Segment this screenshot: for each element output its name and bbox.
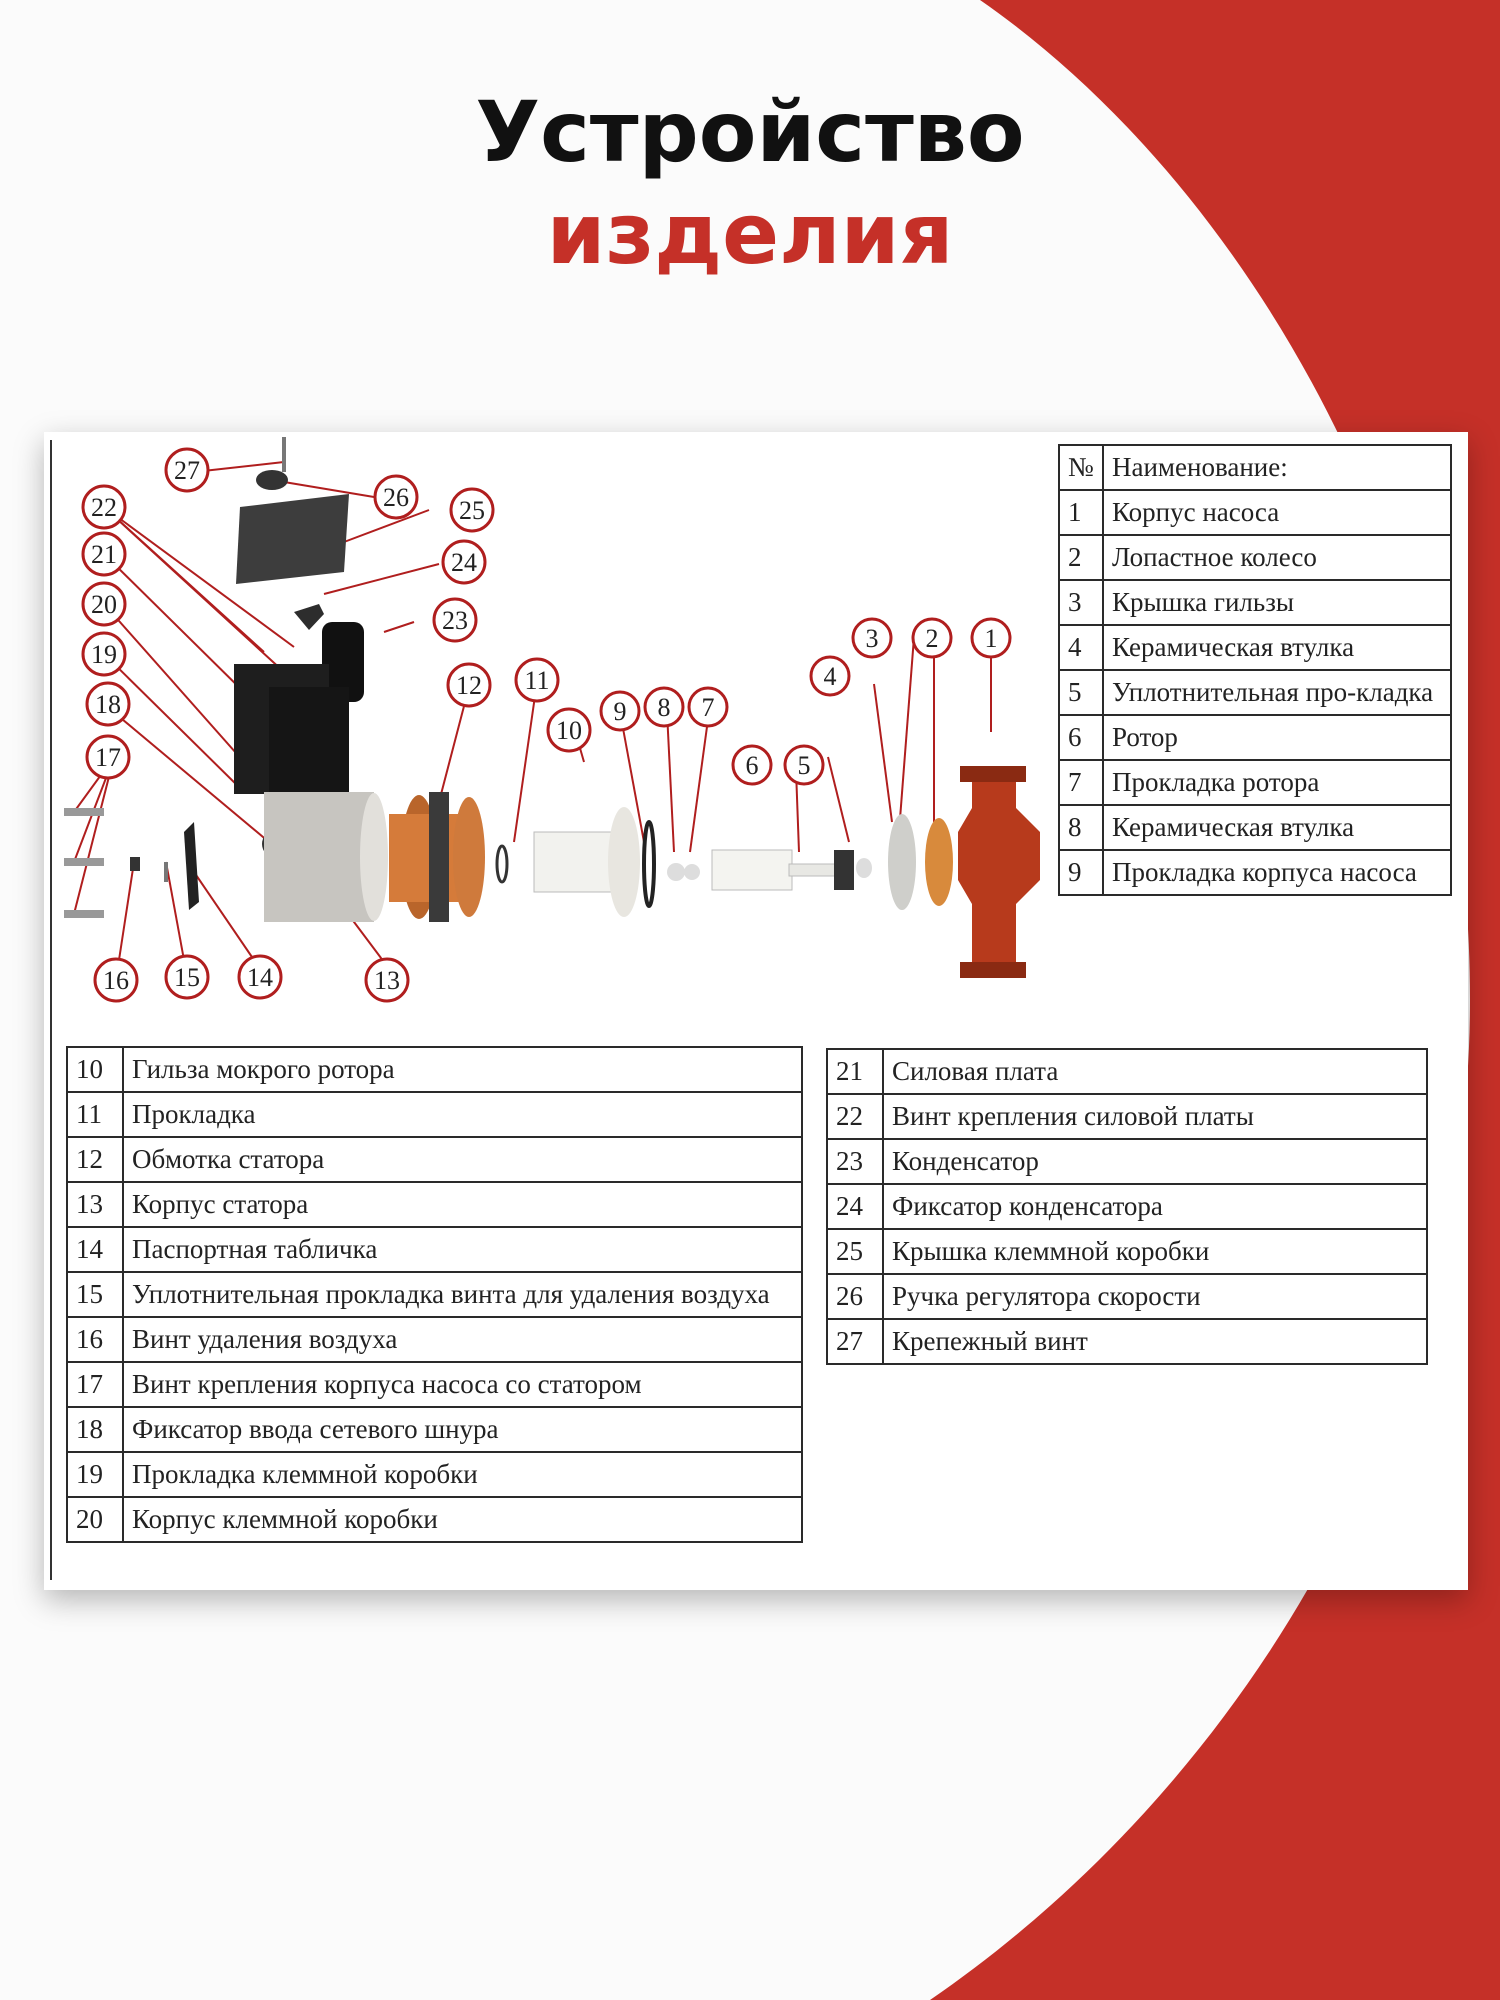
svg-text:8: 8 — [657, 693, 671, 722]
svg-text:20: 20 — [91, 590, 117, 619]
callout-27 — [166, 449, 208, 491]
table-row — [1059, 580, 1451, 625]
table-row — [67, 1407, 802, 1452]
part-name: Крышка клеммной коробки — [883, 1229, 1427, 1274]
svg-text:12: 12 — [456, 671, 482, 700]
parts-table-1-9 — [1058, 444, 1452, 896]
part-number: 10 — [67, 1047, 123, 1092]
svg-text:3: 3 — [865, 624, 879, 653]
table-row — [1059, 490, 1451, 535]
part-number: 17 — [67, 1362, 123, 1407]
table-row — [827, 1139, 1427, 1184]
table-row — [827, 1274, 1427, 1319]
callout-15 — [166, 956, 208, 998]
part-name: Крепежный винт — [883, 1319, 1427, 1364]
part-number: 14 — [67, 1227, 123, 1272]
table-row — [67, 1497, 802, 1542]
table-row — [67, 1272, 802, 1317]
callout-16 — [95, 959, 137, 1001]
part-number: 12 — [67, 1137, 123, 1182]
part-number: 23 — [827, 1139, 883, 1184]
part-number: 27 — [827, 1319, 883, 1364]
exploded-pump-diagram — [44, 432, 1054, 1032]
callout-2 — [913, 619, 951, 657]
part-number: 3 — [1059, 580, 1103, 625]
callout-11 — [516, 659, 558, 701]
table-row — [827, 1049, 1427, 1094]
part-name: Винт удаления воздуха — [123, 1317, 802, 1362]
part-name: Гильза мокрого ротора — [123, 1047, 802, 1092]
callout-21 — [83, 533, 125, 575]
part-number: 11 — [67, 1092, 123, 1137]
part-name: Паспортная табличка — [123, 1227, 802, 1272]
table-row — [1059, 670, 1451, 715]
callout-6 — [733, 746, 771, 784]
part-number: 25 — [827, 1229, 883, 1274]
table-row — [827, 1184, 1427, 1229]
svg-text:4: 4 — [823, 662, 837, 691]
table-row — [67, 1137, 802, 1182]
table-row — [67, 1047, 802, 1092]
callout-labels — [83, 449, 1010, 1001]
callout-22 — [83, 486, 125, 528]
part-name: Винт крепления корпуса насоса со статором — [123, 1362, 802, 1407]
svg-text:7: 7 — [701, 693, 715, 722]
svg-text:15: 15 — [174, 963, 200, 992]
diagram-card — [44, 432, 1468, 1590]
table-header-row — [1059, 445, 1451, 490]
page-title: Устройство — [475, 83, 1025, 181]
callout-19 — [83, 633, 125, 675]
svg-text:26: 26 — [383, 483, 409, 512]
callout-7 — [689, 688, 727, 726]
part-name: Прокладка ротора — [1103, 760, 1451, 805]
part-number: 9 — [1059, 850, 1103, 895]
part-number: 16 — [67, 1317, 123, 1362]
part-number: 4 — [1059, 625, 1103, 670]
part-name: Прокладка — [123, 1092, 802, 1137]
svg-text:21: 21 — [91, 540, 117, 569]
callout-9 — [601, 692, 639, 730]
part-number: 8 — [1059, 805, 1103, 850]
svg-text:23: 23 — [442, 606, 468, 635]
part-name: Корпус статора — [123, 1182, 802, 1227]
part-number: 18 — [67, 1407, 123, 1452]
part-number: 15 — [67, 1272, 123, 1317]
table-row — [827, 1094, 1427, 1139]
page-subtitle: изделия — [546, 185, 954, 283]
table-row — [1059, 625, 1451, 670]
part-number: 26 — [827, 1274, 883, 1319]
callout-12 — [448, 664, 490, 706]
parts-table-10-20 — [66, 1046, 803, 1543]
header-num: № — [1059, 445, 1103, 490]
part-name: Конденсатор — [883, 1139, 1427, 1184]
svg-text:18: 18 — [95, 690, 121, 719]
callout-23 — [434, 599, 476, 641]
parts-table-21-27 — [826, 1048, 1428, 1365]
part-number: 24 — [827, 1184, 883, 1229]
svg-text:1: 1 — [984, 624, 998, 653]
svg-text:2: 2 — [925, 624, 939, 653]
svg-text:24: 24 — [451, 548, 477, 577]
part-name: Ручка регулятора скорости — [883, 1274, 1427, 1319]
callout-17 — [87, 736, 129, 778]
table-row — [1059, 850, 1451, 895]
part-number: 7 — [1059, 760, 1103, 805]
svg-text:10: 10 — [556, 716, 582, 745]
svg-text:11: 11 — [524, 666, 550, 695]
table-row — [67, 1182, 802, 1227]
part-number: 1 — [1059, 490, 1103, 535]
callout-18 — [87, 683, 129, 725]
part-name: Фиксатор ввода сетевого шнура — [123, 1407, 802, 1452]
svg-text:5: 5 — [797, 751, 811, 780]
callout-13 — [366, 959, 408, 1001]
part-number: 21 — [827, 1049, 883, 1094]
table-row — [67, 1092, 802, 1137]
part-number: 2 — [1059, 535, 1103, 580]
part-name: Керамическая втулка — [1103, 625, 1451, 670]
svg-text:13: 13 — [374, 966, 400, 995]
part-name: Фиксатор конденсатора — [883, 1184, 1427, 1229]
table-row — [67, 1362, 802, 1407]
part-name: Керамическая втулка — [1103, 805, 1451, 850]
part-number: 13 — [67, 1182, 123, 1227]
part-name: Корпус клеммной коробки — [123, 1497, 802, 1542]
part-name: Винт крепления силовой платы — [883, 1094, 1427, 1139]
callout-10 — [548, 709, 590, 751]
table-row — [827, 1229, 1427, 1274]
table-row — [67, 1317, 802, 1362]
svg-text:27: 27 — [174, 456, 200, 485]
part-name: Прокладка корпуса насоса — [1103, 850, 1451, 895]
table-row — [67, 1452, 802, 1497]
part-name: Уплотнительная прокладка винта для удаления воздуха — [123, 1272, 802, 1317]
callout-25 — [451, 489, 493, 531]
part-name: Обмотка статора — [123, 1137, 802, 1182]
table-row — [827, 1319, 1427, 1364]
svg-text:14: 14 — [247, 963, 273, 992]
part-name: Прокладка клеммной коробки — [123, 1452, 802, 1497]
callout-1 — [972, 619, 1010, 657]
svg-text:6: 6 — [745, 751, 759, 780]
svg-text:22: 22 — [91, 493, 117, 522]
svg-text:25: 25 — [459, 496, 485, 525]
part-name: Корпус насоса — [1103, 490, 1451, 535]
part-number: 6 — [1059, 715, 1103, 760]
callout-4 — [811, 657, 849, 695]
table-row — [1059, 715, 1451, 760]
part-number: 22 — [827, 1094, 883, 1139]
callout-24 — [443, 541, 485, 583]
svg-text:19: 19 — [91, 640, 117, 669]
callout-26 — [375, 476, 417, 518]
part-name: Силовая плата — [883, 1049, 1427, 1094]
svg-text:17: 17 — [95, 743, 121, 772]
callout-5 — [785, 746, 823, 784]
part-name: Крышка гильзы — [1103, 580, 1451, 625]
table-row — [67, 1227, 802, 1272]
table-row — [1059, 535, 1451, 580]
part-name: Уплотнительная про-кладка — [1103, 670, 1451, 715]
header-name: Наименование: — [1103, 445, 1451, 490]
part-number: 19 — [67, 1452, 123, 1497]
table-row — [1059, 760, 1451, 805]
part-number: 20 — [67, 1497, 123, 1542]
svg-text:9: 9 — [613, 697, 627, 726]
callout-20 — [83, 583, 125, 625]
part-number: 5 — [1059, 670, 1103, 715]
part-name: Лопастное колесо — [1103, 535, 1451, 580]
callout-14 — [239, 956, 281, 998]
part-name: Ротор — [1103, 715, 1451, 760]
table-row — [1059, 805, 1451, 850]
callout-3 — [853, 619, 891, 657]
svg-text:16: 16 — [103, 966, 129, 995]
callout-8 — [645, 688, 683, 726]
